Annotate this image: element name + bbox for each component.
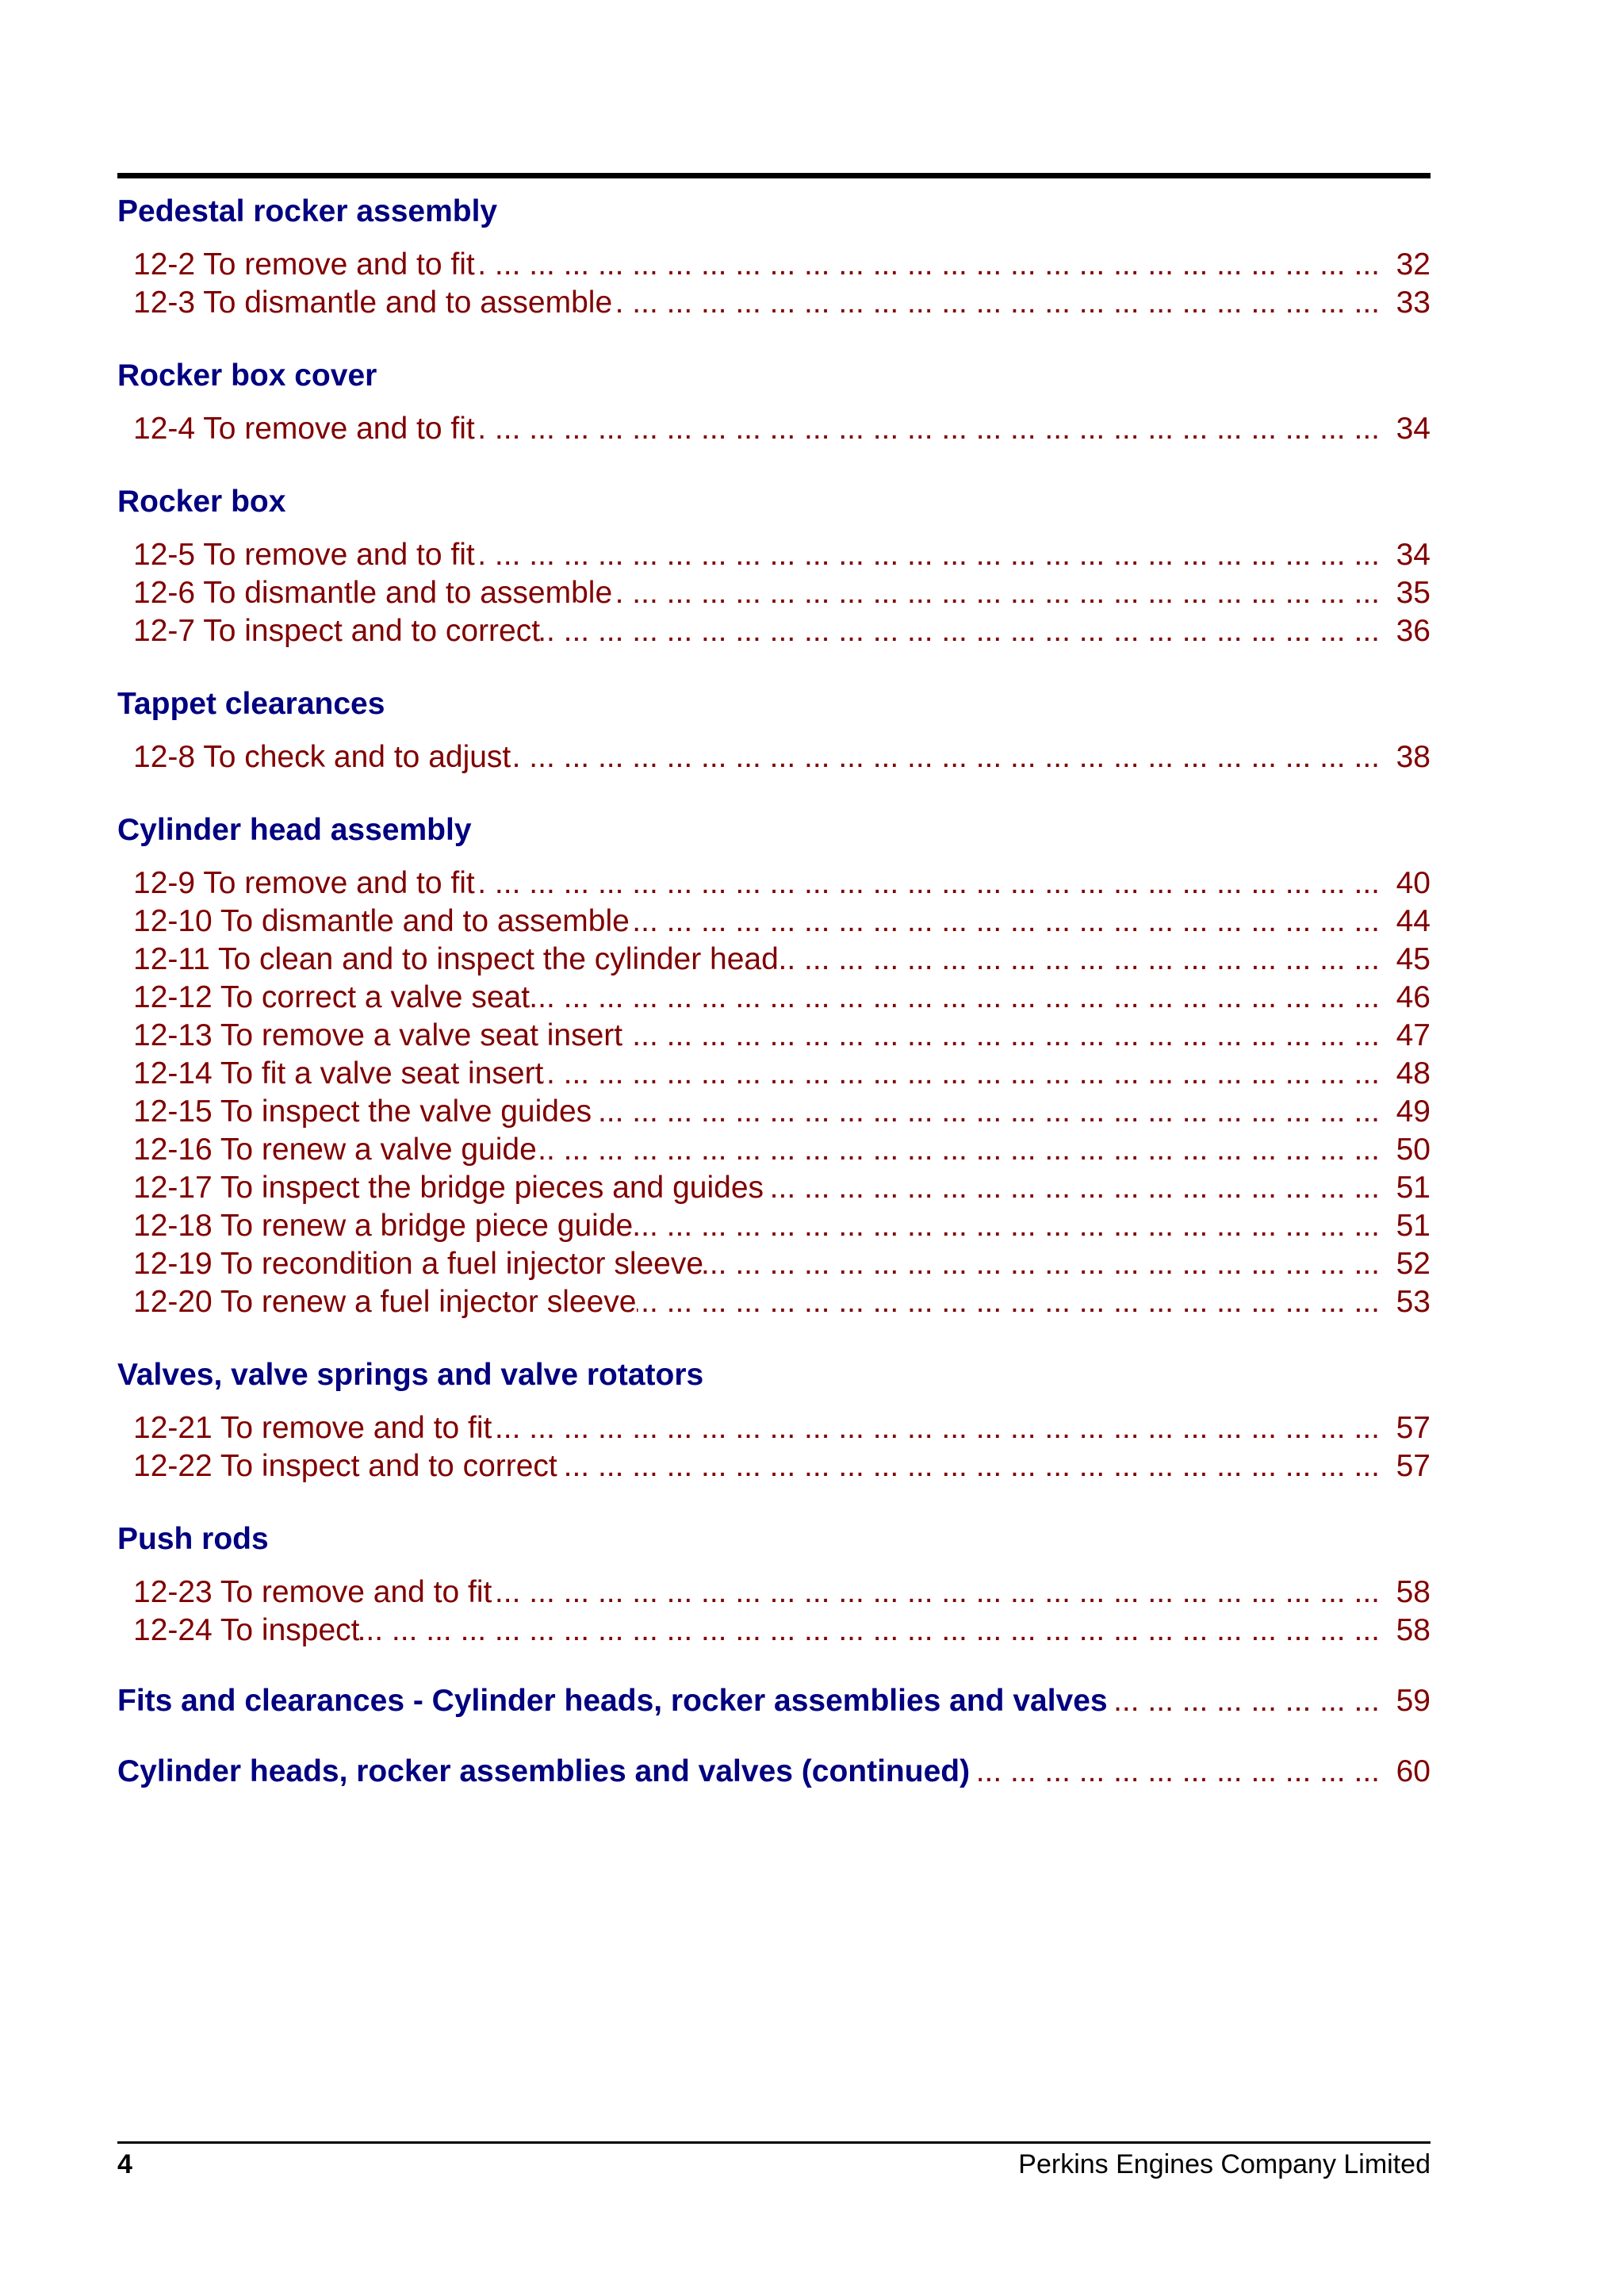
- toc-entry[interactable]: [133, 1169, 1431, 1207]
- leader-dots: [359, 1612, 1391, 1650]
- toc-entry-page: 33: [1396, 286, 1431, 320]
- toc-entry-page: 57: [1396, 1449, 1431, 1483]
- toc-entry-title: 12-20 To renew a fuel injector sleeve: [133, 1285, 637, 1319]
- leader-dots: [543, 1055, 1391, 1093]
- toc-entry-page: 48: [1396, 1056, 1431, 1091]
- leader-dots: [511, 738, 1391, 776]
- toc-entry-title: 12-8 To check and to adjust: [133, 740, 511, 774]
- leader-dots: [537, 1131, 1391, 1169]
- toc-entry-page: 50: [1396, 1133, 1431, 1167]
- toc-entry-page: 58: [1396, 1613, 1431, 1647]
- toc-entry[interactable]: [133, 979, 1431, 1017]
- toc-entry-page: 32: [1396, 247, 1431, 282]
- toc-entry-title: 12-12 To correct a valve seat: [133, 980, 530, 1014]
- leader-dots: [475, 864, 1391, 903]
- bottom-rule: [117, 2141, 1431, 2144]
- toc-entry-title: 12-5 To remove and to fit: [133, 538, 475, 572]
- toc-entry[interactable]: [133, 574, 1431, 612]
- toc-entry[interactable]: [133, 1409, 1431, 1447]
- section-heading: Tappet clearances: [117, 687, 385, 721]
- section-heading: Push rods: [117, 1522, 269, 1556]
- toc-entry-page: 40: [1396, 866, 1431, 900]
- toc-entry[interactable]: [133, 284, 1431, 322]
- leader-dots: [492, 1573, 1391, 1612]
- leader-dots: [637, 1283, 1392, 1321]
- toc-entry-page: 60: [1396, 1754, 1431, 1788]
- toc-entry[interactable]: [133, 738, 1431, 776]
- leader-dots: [540, 612, 1391, 650]
- toc-entry-page: 38: [1396, 740, 1431, 774]
- toc-heading-entry[interactable]: [117, 1682, 1431, 1720]
- leader-dots: [633, 1207, 1391, 1245]
- leader-dots: [592, 1093, 1391, 1131]
- leader-dots: [764, 1169, 1391, 1207]
- section-heading: Cylinder head assembly: [117, 813, 472, 847]
- toc-entry-page: 57: [1396, 1411, 1431, 1445]
- toc-entry-title: 12-23 To remove and to fit: [133, 1575, 492, 1609]
- leader-dots: [557, 1447, 1391, 1485]
- toc-entry[interactable]: [133, 1612, 1431, 1650]
- toc-entry[interactable]: [133, 246, 1431, 284]
- leader-dots: [612, 574, 1391, 612]
- toc-entry-title: 12-13 To remove a valve seat insert: [133, 1018, 623, 1052]
- toc-entry-title: 12-7 To inspect and to correct: [133, 614, 541, 648]
- toc-entry[interactable]: [133, 1055, 1431, 1093]
- toc-entry-title: 12-3 To dismantle and to assemble: [133, 286, 613, 320]
- toc-entry-title: Fits and clearances - Cylinder heads, rocker assemblies and valves: [117, 1684, 1108, 1718]
- section-heading: Rocker box: [117, 485, 286, 519]
- toc-entry-title: 12-11 To clean and to inspect the cylinder head: [133, 942, 779, 976]
- toc-entry-title: Cylinder heads, rocker assemblies and valves (continued): [117, 1754, 971, 1788]
- toc-entry[interactable]: [133, 1447, 1431, 1485]
- leader-dots: [530, 979, 1391, 1017]
- leader-dots: [779, 941, 1391, 979]
- toc-entry-title: 12-10 To dismantle and to assemble: [133, 904, 630, 938]
- toc-entry-page: 46: [1396, 980, 1431, 1014]
- toc-entry-page: 47: [1396, 1018, 1431, 1052]
- toc-entry-page: 49: [1396, 1094, 1431, 1129]
- section-heading: Pedestal rocker assembly: [117, 194, 498, 228]
- leader-dots: [612, 284, 1391, 322]
- toc-entry-title: 12-6 To dismantle and to assemble: [133, 576, 613, 610]
- leader-dots: [622, 1017, 1391, 1055]
- leader-dots: [630, 903, 1391, 941]
- toc-entry-title: 12-4 To remove and to fit: [133, 412, 475, 446]
- toc-entry-title: 12-2 To remove and to fit: [133, 247, 475, 282]
- toc-entry[interactable]: [133, 1207, 1431, 1245]
- toc-entry[interactable]: [133, 941, 1431, 979]
- toc-entry-page: 35: [1396, 576, 1431, 610]
- toc-entry-title: 12-21 To remove and to fit: [133, 1411, 492, 1445]
- leader-dots: [475, 410, 1391, 448]
- toc-entry-title: 12-16 To renew a valve guide: [133, 1133, 537, 1167]
- leader-dots: [970, 1753, 1391, 1791]
- toc-entry-page: 34: [1396, 538, 1431, 572]
- toc-entry-title: 12-17 To inspect the bridge pieces and guides: [133, 1171, 764, 1205]
- toc-entry-title: 12-18 To renew a bridge piece guide: [133, 1209, 634, 1243]
- section-heading: Valves, valve springs and valve rotators: [117, 1358, 704, 1392]
- toc-entry[interactable]: [133, 536, 1431, 574]
- toc-entry-page: 52: [1396, 1247, 1431, 1281]
- toc-entry-page: 34: [1396, 412, 1431, 446]
- toc-heading-entry[interactable]: [117, 1753, 1431, 1791]
- toc-entry-title: 12-19 To recondition a fuel injector sleeve: [133, 1247, 704, 1281]
- toc-entry-title: 12-9 To remove and to fit: [133, 866, 475, 900]
- toc-entry[interactable]: [133, 1131, 1431, 1169]
- toc-entry-page: 51: [1396, 1171, 1431, 1205]
- leader-dots: [1108, 1682, 1391, 1720]
- toc-entry-page: 53: [1396, 1285, 1431, 1319]
- toc-entry[interactable]: [133, 1245, 1431, 1283]
- footer-company: Perkins Engines Company Limited: [1018, 2149, 1431, 2179]
- toc-entry[interactable]: [133, 1017, 1431, 1055]
- toc-entry-page: 45: [1396, 942, 1431, 976]
- toc-entry[interactable]: [133, 864, 1431, 903]
- toc-entry[interactable]: [133, 1093, 1431, 1131]
- section-heading: Rocker box cover: [117, 358, 377, 393]
- toc-entry-page: 58: [1396, 1575, 1431, 1609]
- toc-entry-page: 44: [1396, 904, 1431, 938]
- toc-entry[interactable]: [133, 410, 1431, 448]
- leader-dots: [703, 1245, 1391, 1283]
- toc-entry-page: 36: [1396, 614, 1431, 648]
- toc-entry[interactable]: [133, 612, 1431, 650]
- leader-dots: [475, 536, 1391, 574]
- footer-page-number: 4: [117, 2149, 132, 2179]
- toc-entry-title: 12-22 To inspect and to correct: [133, 1449, 557, 1483]
- leader-dots: [475, 246, 1391, 284]
- toc-entry-title: 12-24 To inspect: [133, 1613, 360, 1647]
- toc-entry[interactable]: [133, 903, 1431, 941]
- toc-entry-title: 12-15 To inspect the valve guides: [133, 1094, 592, 1129]
- toc-entry-page: 59: [1396, 1684, 1431, 1718]
- toc-entry-page: 51: [1396, 1209, 1431, 1243]
- top-rule: [117, 173, 1431, 178]
- toc-entry-title: 12-14 To fit a valve seat insert: [133, 1056, 544, 1091]
- leader-dots: [492, 1409, 1391, 1447]
- toc-entry[interactable]: [133, 1573, 1431, 1612]
- toc-entry[interactable]: [133, 1283, 1431, 1321]
